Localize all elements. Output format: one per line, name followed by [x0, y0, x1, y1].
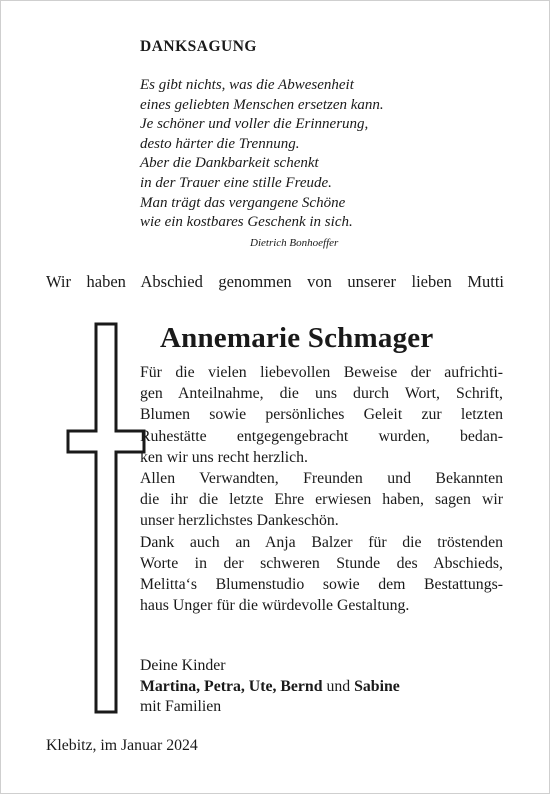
- poem-author: Dietrich Bonhoeffer: [250, 237, 339, 249]
- text-line: Für die vielen liebevollen Beweise der aufrichti-: [140, 364, 503, 381]
- signature-names-line: [140, 677, 400, 698]
- poem-line: in der Trauer eine stille Freude.: [140, 174, 332, 191]
- text-line: Blumen sowie persönliches Geleit zur letzten: [140, 406, 503, 424]
- thank-you-text: [140, 362, 503, 616]
- poem-line: Man trägt das vergangene Schöne: [140, 194, 346, 211]
- text-line: gen Anteilnahme, die uns durch Wort, Schrift,: [140, 385, 503, 403]
- text-line: Worte in der schweren Stunde des Abschieds,: [140, 554, 503, 572]
- poem-line: Es gibt nichts, was die Abwesenheit: [140, 77, 354, 93]
- signature-intro: Deine Kinder: [140, 657, 226, 674]
- deceased-name: Annemarie Schmager: [160, 322, 434, 354]
- signature-last-name: Sabine: [354, 677, 400, 695]
- text-line: Dank auch an Anja Balzer für die tröstenden: [140, 533, 503, 551]
- poem-line: eines geliebten Menschen ersetzen kann.: [140, 96, 384, 113]
- poem: [140, 76, 384, 233]
- text-line: ken wir uns recht herzlich.: [140, 448, 308, 466]
- notice-heading: DANKSAGUNG: [140, 38, 257, 55]
- text-line: haus Unger für die würdevolle Gestaltung.: [140, 597, 410, 615]
- poem-line: desto härter die Trennung.: [140, 135, 300, 152]
- signature-connector: und: [322, 677, 355, 695]
- poem-line: Aber die Dankbarkeit schenkt: [140, 155, 319, 172]
- cross-icon: [66, 322, 146, 714]
- intro-line: Wir haben Abschied genommen von unserer lieben Mutti: [46, 272, 504, 291]
- text-line: Melitta‘s Blumenstudio sowie dem Bestattungs-: [140, 575, 503, 593]
- signature-block: [140, 656, 400, 718]
- signature-families: mit Familien: [140, 698, 222, 715]
- place-date: Klebitz, im Januar 2024: [46, 737, 198, 754]
- text-line: Allen Verwandten, Freunden und Bekannten: [140, 469, 503, 487]
- poem-line: wie ein kostbares Geschenk in sich.: [140, 214, 353, 231]
- text-line: unser herzlichstes Dankeschön.: [140, 512, 339, 530]
- signature-names: Martina, Petra, Ute, Bernd: [140, 677, 323, 695]
- text-line: Ruhestätte entgegengebracht wurden, bedan-: [140, 427, 503, 445]
- poem-line: Je schöner und voller die Erinnerung,: [140, 116, 369, 133]
- text-line: die ihr die letzte Ehre erwiesen haben, sagen wir: [140, 491, 503, 509]
